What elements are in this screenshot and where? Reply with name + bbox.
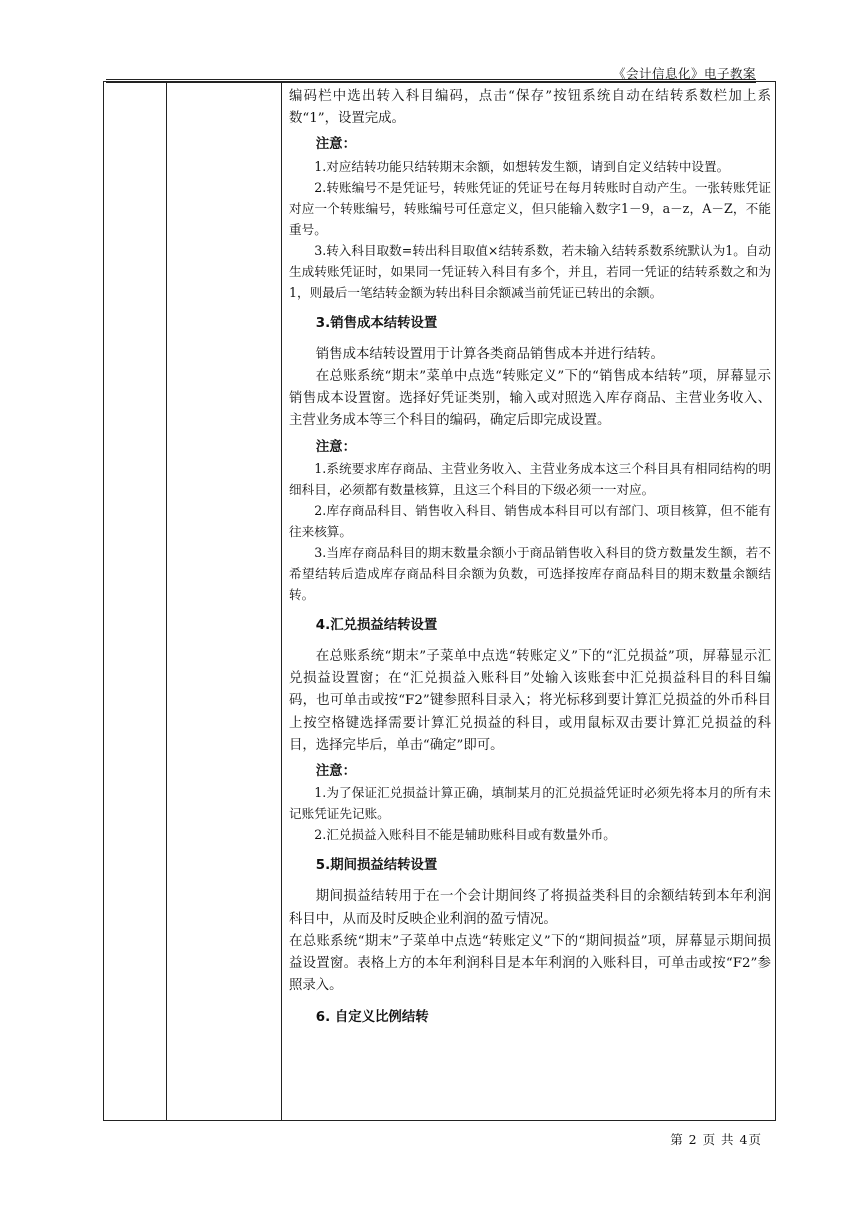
- body-paragraph: 销售成本结转设置用于计算各类商品销售成本并进行结转。: [315, 346, 664, 362]
- note-item: 2.转账编号不是凭证号，转账凭证的凭证号在每月转账时自动产生。一张转账凭证对应一个转账编号，转账编号可任意定义，但只能输入数字1－9，a－z，A－Z，不能重号。: [289, 179, 771, 237]
- body-paragraph: 在总账系统“期末”子菜单中点选“转账定义”下的“期间损益”项，屏幕显示期间损益设置窗。表格上方的本年利润科目是本年利润的入账科目，可单击或按“F2”参照录入。: [289, 933, 771, 994]
- header-rule: [106, 79, 756, 80]
- content-cell: [289, 86, 771, 1039]
- table-column-divider: [281, 82, 282, 1120]
- document-header-title: 《会计信息化》电子教案: [612, 66, 756, 81]
- section-heading: 4.汇兑损益结转设置: [315, 617, 438, 633]
- note-item: 1.为了保证汇兑损益计算正确，填制某月的汇兑损益凭证时必须先将本月的所有未记账凭证先记账。: [289, 785, 771, 822]
- body-paragraph: 期间损益结转用于在一个会计期间终了将损益类科目的余额结转到本年利润科目中，从而及时反映企业利润的盈亏情况。: [289, 889, 771, 927]
- body-paragraph: 在总账系统“期末”菜单中点选“转账定义”下的“销售成本结转”项，屏幕显示销售成本设置窗。选择好凭证类别，输入或对照选入库存商品、主营业务收入、主营业务成本等三个科目的编码，确定后即完成设置。: [289, 369, 771, 429]
- note-item: 3.转入科目取数=转出科目取值×结转系数，若未输入结转系数系统默认为1。自动生成转账凭证时，如果同一凭证转入科目有多个，并且，若同一凭证的结转系数之和为1，则最后一笔结转金额为转出科目余额减当前凭证已转出的余额。: [289, 242, 771, 300]
- page-number: 第 2 页 共 4页: [670, 1132, 762, 1147]
- lesson-plan-table: [103, 81, 776, 1121]
- note-item: 2.汇兑损益入账科目不能是辅助账科目或有数量外币。: [314, 827, 616, 843]
- note-title: 注意：: [315, 136, 356, 153]
- body-paragraph: 编码栏中选出转入科目编码，点击“保存”按钮系统自动在结转系数栏加上系数“1”，设置完成。: [289, 89, 771, 127]
- section-heading: 3.销售成本结转设置: [315, 315, 438, 331]
- note-title: 注意：: [315, 763, 356, 780]
- note-title: 注意：: [315, 438, 356, 455]
- note-item: 1.对应结转功能只结转期末余额，如想转发生额，请到自定义结转中设置。: [314, 158, 730, 174]
- note-item: 1.系统要求库存商品、主营业务收入、主营业务成本这三个科目具有相同结构的明细科目，必须都有数量核算，且这三个科目的下级必须一一对应。: [289, 460, 771, 497]
- note-item: 2.库存商品科目、销售收入科目、销售成本科目可以有部门、项目核算，但不能有往来核算。: [289, 502, 771, 539]
- note-item: 3.当库存商品科目的期末数量余额小于商品销售收入科目的贷方数量发生额，若不希望结转后造成库存商品科目余额为负数，可选择按库存商品科目的期末数量余额结转。: [289, 544, 771, 602]
- body-paragraph: 在总账系统“期末”子菜单中点选“转账定义”下的“汇兑损益”项，屏幕显示汇兑损益设置窗；在“汇兑损益入账科目”处输入该账套中汇兑损益科目的科目编码，也可单击或按“F2”键参照科目录入；将光标移到要计算汇兑损益的外币科目上按空格键选择需要计算汇兑损益的科目，或用鼠标双击要计算汇兑损益的科目，选择完毕后，单击“确定”即可。: [289, 649, 771, 753]
- section-heading: 5.期间损益结转设置: [315, 858, 438, 874]
- table-column-divider: [166, 82, 167, 1120]
- section-heading: 6. 自定义比例结转: [315, 1010, 429, 1026]
